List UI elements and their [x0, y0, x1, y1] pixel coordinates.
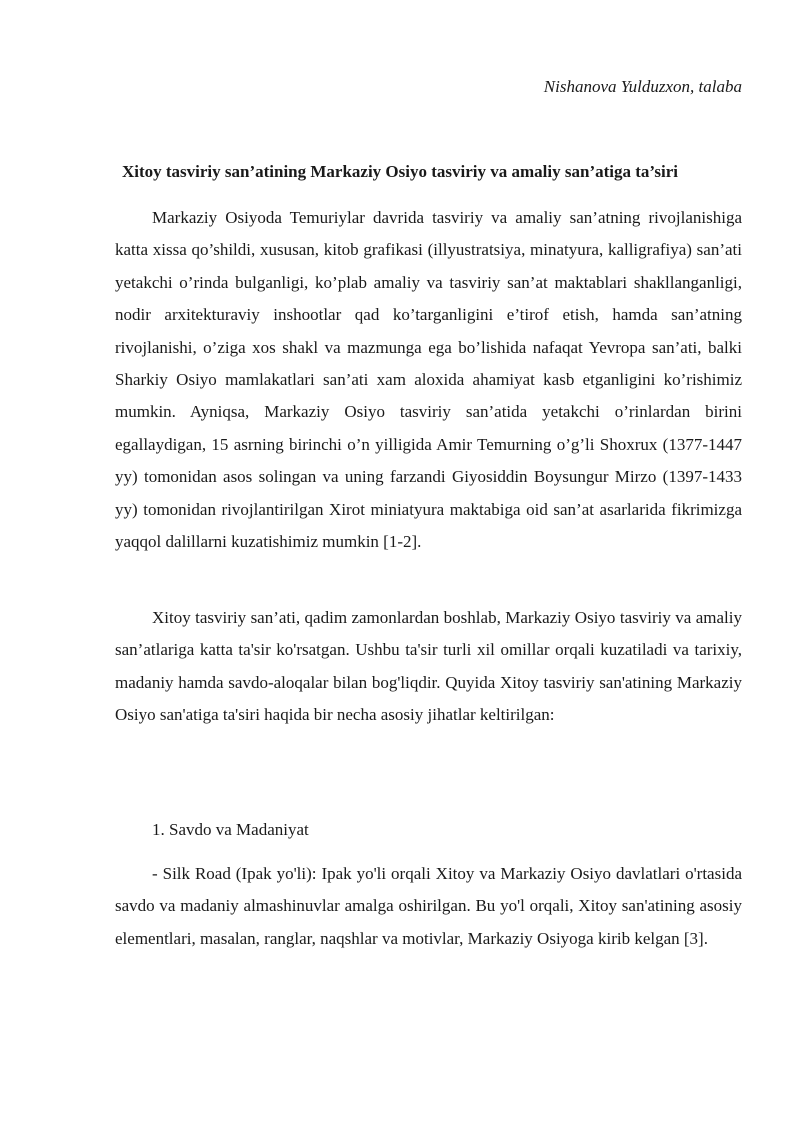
document-title: Xitoy tasviriy san’atining Markaziy Osiyo tasviriy va amaliy san’atiga ta’siri [121, 162, 679, 181]
paragraph-intro: Markaziy Osiyoda Temuriylar davrida tasviriy va amaliy san’atning rivojlanishiga katta xissa qo’shildi, xususan, kitob grafikasi (illyustratsiya, minatyura, kalligrafiya) san’ati yetakchi o’rinda bulganligi, ko’plab amaliy va tasviriy san’at maktablari shakllanganligi, nodir arxitekturaviy inshootlar qad ko’targanligini e’tirof etish, hamda san’atning rivojlanishi, o’ziga xos shakl va mazmunga ega bo’lishida nafaqat Yevropa san’ati, balki Sharkiy Osiyo mamlakatlari san’ati xam aloxida ahamiyat kasb etganligini ko’rishimiz mumkin. Ayniqsa, Markaziy Osiyo tasviriy san’atida yetakchi o’rinlardan birini egallaydigan, 15 asrning birinchi o’n yilligida Amir Temurning o’g’li Shoxrux (1377-1447 yy) tomonidan asos solingan va uning farzandi Giyosiddin Boysungur Mirzo (1397-1433 yy) tomonidan rivojlantirilgan Xirot miniatyura maktabiga oid san’at asarlarida fikrimizga yaqqol dalillarni kuzatishimiz mumkin [1-2]. [115, 208, 742, 552]
section-heading: 1. Savdo va Madaniyat [152, 820, 309, 839]
paragraph-silk-road: - Silk Road (Ipak yo'li): Ipak yo'li orqali Xitoy va Markaziy Osiyo davlatlari o'rtasida savdo va madaniy almashinuvlar amalga oshirilgan. Bu yo'l orqali, Xitoy san'atining asosiy elementlari, masalan, ranglar, naqshlar va motivlar, Markaziy Osiyoga kirib kelgan [3]. [115, 864, 742, 948]
author-line: Nishanova Yulduzxon, talaba [543, 77, 742, 96]
paragraph-chinese-influence: Xitoy tasviriy san’ati, qadim zamonlardan boshlab, Markaziy Osiyo tasviriy va amaliy san’atlariga katta ta'sir ko'rsatgan. Ushbu ta'sir turli xil omillar orqali kuzatiladi va tarixiy, madaniy hamda savdo-aloqalar bilan bog'liqdir. Quyida Xitoy tasviriy san'atining Markaziy Osiyo san'atiga ta'siri haqida bir necha asosiy jihatlar keltirilgan: [115, 608, 742, 725]
